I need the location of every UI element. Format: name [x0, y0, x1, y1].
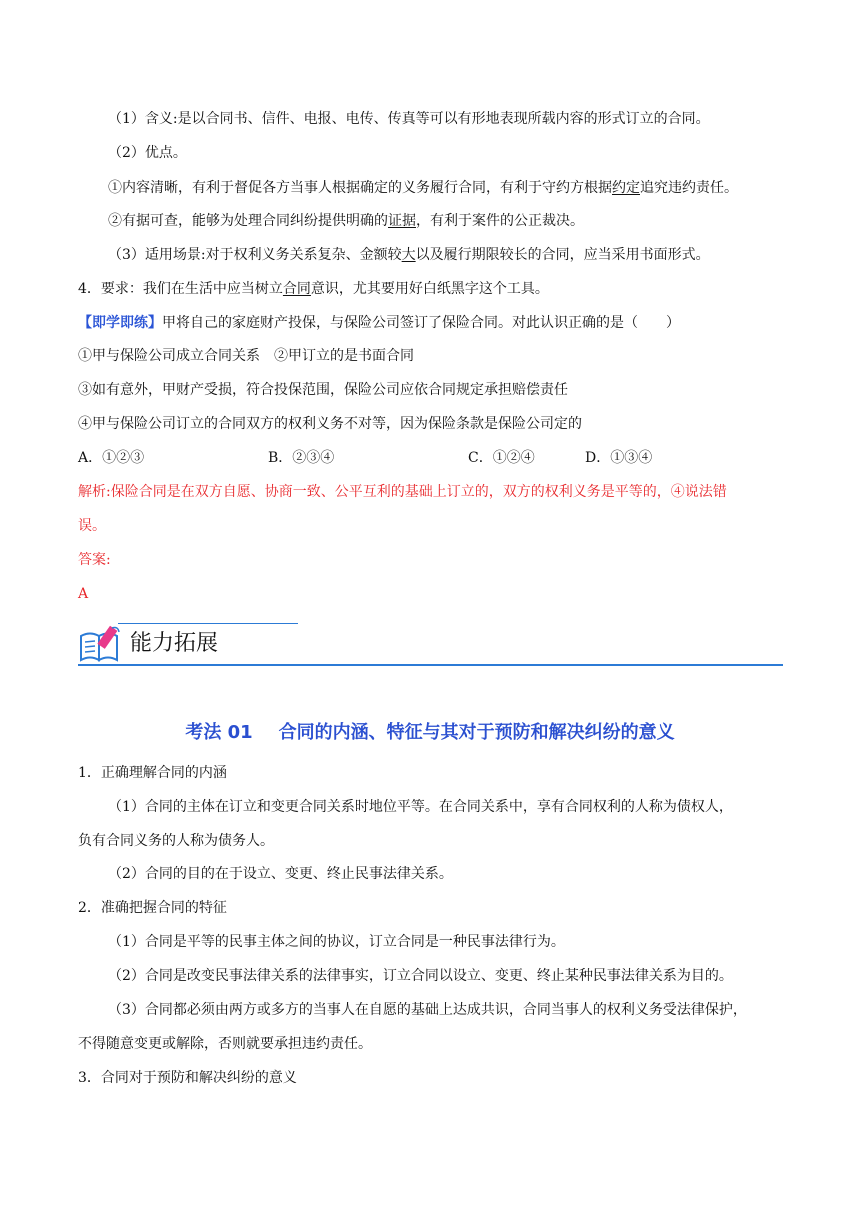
text-line: （1）合同是平等的民事主体之间的协议，订立合同是一种民事法律行为。: [108, 934, 565, 950]
banner-rule: [78, 664, 783, 666]
text-line: 负有合同义务的人称为债务人。: [78, 833, 274, 849]
question-stem: [78, 313, 680, 333]
underlined-term: 合同: [282, 281, 311, 297]
text-fragment: ①内容清晰，有利于督促各方当事人根据确定的义务履行合同，有利于守约方根据: [108, 180, 612, 196]
underlined-term: 大: [401, 247, 416, 263]
banner-title: 能力拓展: [130, 631, 219, 656]
text-fragment: 以及履行期限较长的合同，应当采用书面形式。: [415, 247, 710, 263]
underlined-term: 证据: [388, 213, 416, 229]
text-fragment: ，有利于案件的公正裁决。: [416, 213, 584, 229]
practice-tag: 【即学即练】: [78, 315, 162, 331]
section-banner: [78, 622, 783, 666]
text-line: [108, 178, 738, 198]
subheading: 3．合同对于预防和解决纠纷的意义: [78, 1070, 297, 1086]
statement-option: ①甲与保险公司成立合同关系 ②甲订立的是书面合同: [78, 348, 414, 364]
answer-value: A: [78, 586, 89, 602]
choice-d: D．①③④: [585, 450, 653, 466]
text-line: [108, 211, 584, 231]
section-heading: [0, 721, 860, 745]
text-line: 不得随意变更或解除，否则就要承担违约责任。: [78, 1036, 372, 1052]
text-fragment: ②有据可查，能够为处理合同纠纷提供明确的: [108, 213, 388, 229]
text-fragment: 4．要求：我们在生活中应当树立: [78, 281, 283, 297]
text-line: （2）优点。: [108, 145, 187, 161]
banner-top-rule: [118, 623, 298, 624]
statement-option: ③如有意外，甲财产受损，符合投保范围，保险公司应依合同规定承担赔偿责任: [78, 382, 568, 398]
choice-b: B．②③④: [268, 450, 335, 466]
text-fragment: 追究违约责任。: [640, 180, 738, 196]
text-fragment: （3）适用场景:对于权利义务关系复杂、金额较: [108, 247, 402, 263]
text-line: （2）合同的目的在于设立、变更、终止民事法律关系。: [108, 866, 453, 882]
choice-a: A．①②③: [78, 450, 145, 466]
statement-option: ④甲与保险公司订立的合同双方的权利义务不对等，因为保险条款是保险公司定的: [78, 416, 582, 432]
text-line: （1）含义:是以合同书、信件、电报、电传、传真等可以有形地表现所载内容的形式订立的合同。: [108, 111, 710, 127]
subheading: 2．准确把握合同的特征: [78, 900, 227, 916]
text-fragment: 意识，尤其要用好白纸黑字这个工具。: [310, 281, 549, 297]
analysis-text: 误。: [78, 518, 106, 534]
book-icon: [78, 624, 122, 664]
question-text: 甲将自己的家庭财产投保，与保险公司签订了保险合同。对此认识正确的是（ ）: [162, 315, 680, 331]
underlined-term: 约定: [612, 180, 640, 196]
text-line: （2）合同是改变民事法律关系的法律事实，订立合同以设立、变更、终止某种民事法律关系为目的。: [108, 968, 733, 984]
heading-text: 合同的内涵、特征与其对于预防和解决纠纷的意义: [278, 722, 675, 743]
heading-number: 考法 01: [185, 722, 253, 743]
text-line: [78, 279, 549, 299]
answer-label: 答案:: [78, 552, 111, 568]
choice-c: C．①②④: [468, 450, 535, 466]
analysis-text: 解析:保险合同是在双方自愿、协商一致、公平互利的基础上订立的，双方的权利义务是平等的，④说法错: [78, 484, 727, 500]
text-line: （3）合同都必须由两方或多方的当事人在自愿的基础上达成共识，合同当事人的权利义务受法律保护，: [108, 1002, 747, 1018]
subheading: 1．正确理解合同的内涵: [78, 765, 227, 781]
text-line: [108, 245, 710, 265]
text-line: （1）合同的主体在订立和变更合同关系时地位平等。在合同关系中，享有合同权利的人称为债权人，: [108, 799, 733, 815]
